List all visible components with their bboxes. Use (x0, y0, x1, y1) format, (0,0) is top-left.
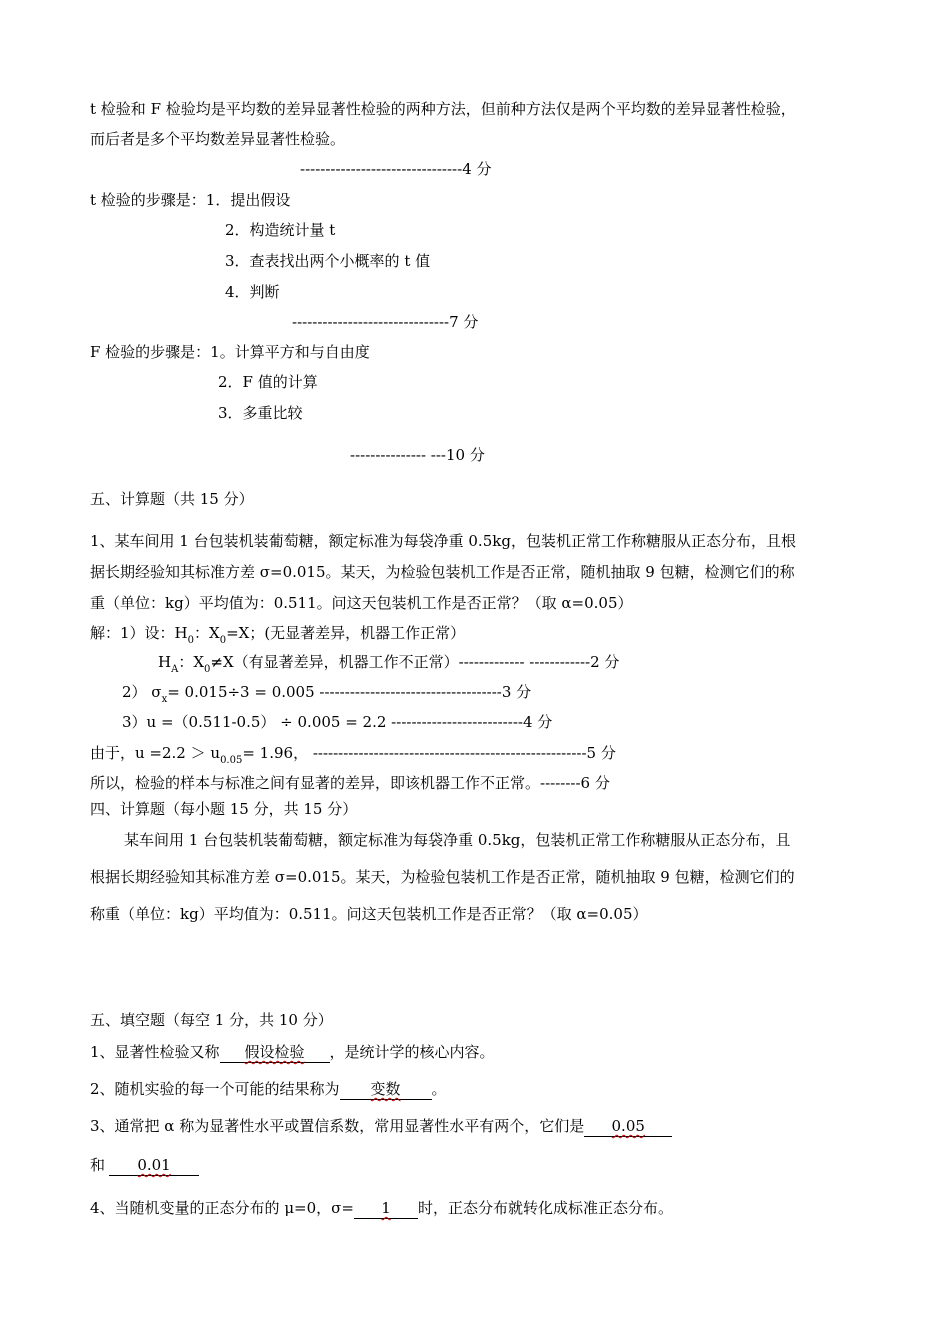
fill-answer: 0.01 (137, 1156, 171, 1174)
fill-text: ，是统计学的核心内容。 (329, 1043, 495, 1061)
section-heading-calc-5: 五、计算题（共 15 分） (90, 490, 254, 508)
fill-answer: 1 (381, 1199, 391, 1217)
t-test-steps-label: t 检验的步骤是：1．提出假设 (90, 191, 291, 209)
subscript: 0 (204, 664, 211, 675)
section-heading-fill: 五、填空题（每空 1 分，共 10 分） (90, 1011, 333, 1029)
solution-line-1 (90, 623, 465, 646)
fill-text: 1、显著性检验又称 (90, 1043, 220, 1061)
t-test-step-2: 2．构造统计量 t (225, 221, 336, 239)
solution-text: 2） σ (122, 683, 162, 701)
fill-question-4 (90, 1198, 673, 1219)
subscript: 0.05 (220, 755, 243, 766)
solution-line-5 (90, 743, 616, 766)
intro-paragraph-line-2: 而后者是多个平均数差异显著性检验。 (90, 130, 346, 148)
intro-paragraph-line-1: t 检验和 F 检验均是平均数的差异显著性检验的两种方法，但前种方法仅是两个平均数的差异显著性检验， (90, 100, 796, 118)
fill-question-3 (90, 1116, 672, 1137)
solution-text: H (158, 653, 172, 671)
subscript: 0 (219, 635, 227, 646)
f-test-steps-label: F 检验的步骤是：1。计算平方和与自由度 (90, 343, 370, 361)
section-heading-calc-4: 四、计算题（每小题 15 分，共 15 分） (90, 800, 358, 818)
t-test-step-3: 3．查表找出两个小概率的 t 值 (225, 252, 431, 270)
score-marker-10: --------------- ---10 分 (350, 446, 485, 464)
calc4-question-line-2: 根据长期经验知其标准方差 σ=0.015。某天，为检验包装机工作是否正常，随机抽取 9 包糖，检测它们的 (90, 868, 795, 886)
subscript: x (161, 694, 168, 705)
solution-text: 由于，u =2.2 ＞ u (90, 744, 221, 762)
fill-text: 2、随机实验的每一个可能的结果称为 (90, 1080, 340, 1098)
solution-line-6: 所以，检验的样本与标准之间有显著的差异，即该机器工作不正常。--------6 分 (90, 774, 610, 792)
fill-text: 时，正态分布就转化成标准正态分布。 (417, 1199, 673, 1217)
fill-text: 4、当随机变量的正态分布的 μ=0，σ= (90, 1199, 354, 1217)
subscript: 0 (187, 635, 195, 646)
fill-blank-3a[interactable] (584, 1116, 672, 1137)
fill-question-1 (90, 1042, 495, 1063)
fill-blank-4[interactable] (354, 1198, 418, 1219)
score-marker-4: --------------------------------4 分 (300, 160, 492, 178)
fill-blank-1[interactable] (220, 1042, 330, 1063)
calc4-question-line-1: 某车间用 1 台包装机装葡萄糖，额定标准为每袋净重 0.5kg，包装机正常工作称糖服从正态分布，且 (124, 831, 791, 849)
solution-line-2 (158, 652, 619, 675)
fill-answer: 0.05 (611, 1117, 645, 1135)
solution-text: 解：1）设：H (90, 624, 188, 642)
solution-line-3 (122, 682, 531, 705)
calc4-question-line-3: 称重（单位：kg）平均值为：0.511。问这天包装机工作是否正常？（取 α=0.05） (90, 905, 648, 923)
calc-question-line-1: 1、某车间用 1 台包装机装葡萄糖，额定标准为每袋净重 0.5kg，包装机正常工作称糖服从正态分布，且根 (90, 532, 796, 550)
f-test-step-3: 3．多重比较 (218, 404, 303, 422)
solution-text: = 0.015÷3 = 0.005 ------------------------------------3 分 (167, 683, 532, 701)
fill-text: 3、通常把 α 称为显著性水平或置信系数，常用显著性水平有两个，它们是 (90, 1117, 585, 1135)
solution-text: = 1.96， ------------------------------------------------------5 分 (242, 744, 616, 762)
fill-answer: 假设检验 (244, 1043, 305, 1061)
fill-text: 和 (90, 1156, 106, 1174)
t-test-step-4: 4．判断 (225, 283, 280, 301)
solution-text: ：X (194, 624, 220, 642)
fill-question-2 (90, 1079, 447, 1100)
score-marker-7: -------------------------------7 分 (292, 313, 479, 331)
calc-question-line-2: 据长期经验知其标准方差 σ=0.015。某天，为检验包装机工作是否正常，随机抽取 9 包糖，检测它们的称 (90, 563, 795, 581)
subscript: A (171, 664, 179, 675)
fill-answer: 变数 (370, 1080, 401, 1098)
fill-blank-3b[interactable] (109, 1155, 199, 1176)
solution-line-4: 3）u =（0.511-0.5） ÷ 0.005 = 2.2 --------------------------4 分 (122, 713, 553, 731)
calc-question-line-3: 重（单位：kg）平均值为：0.511。问这天包装机工作是否正常？（取 α=0.05） (90, 594, 633, 612)
fill-text: 。 (431, 1080, 447, 1098)
f-test-step-2: 2．F 值的计算 (218, 373, 318, 391)
solution-text: =X；(无显著差异，机器工作正常） (226, 624, 466, 642)
fill-question-3-cont (90, 1155, 199, 1176)
solution-text: ≠X（有显著差异，机器工作不正常）------------- ------------2 分 (210, 653, 620, 671)
solution-text: ：X (178, 653, 205, 671)
fill-blank-2[interactable] (340, 1079, 432, 1100)
